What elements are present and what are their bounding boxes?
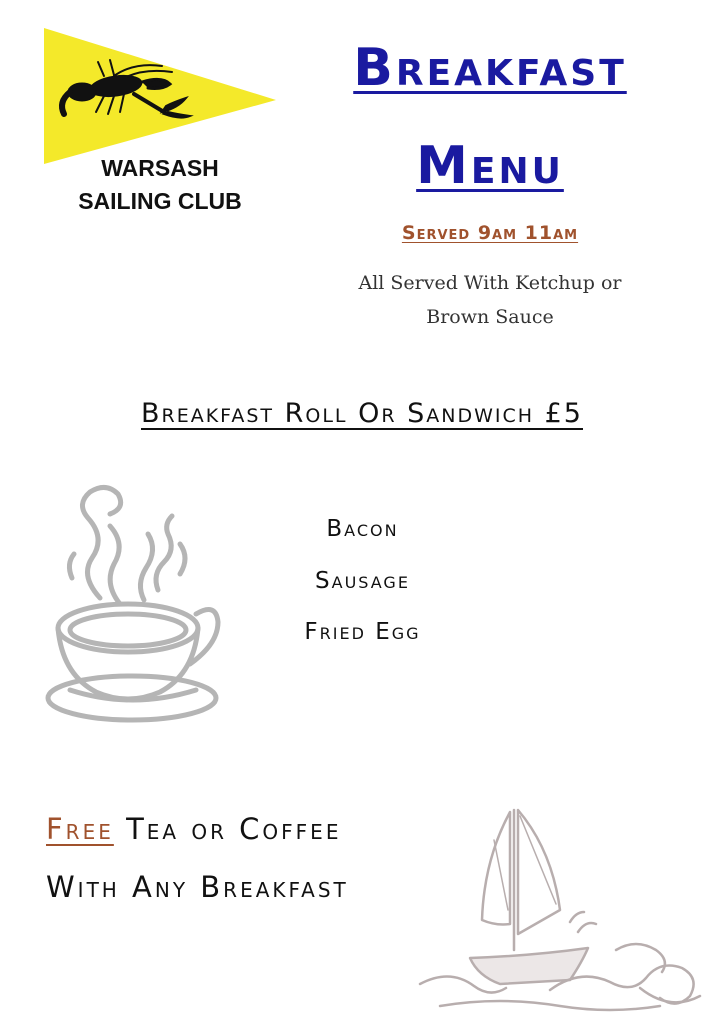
serving-hours: Served 9am 11am [401, 222, 579, 244]
sailboat-icon [410, 800, 710, 1020]
menu-item: Bacon [326, 516, 399, 542]
sauce-note [340, 266, 640, 334]
sauce-note-line1: All Served With Ketchup or [358, 272, 622, 294]
free-offer-line2: With Any Breakfast [46, 870, 349, 904]
section-heading: Breakfast Roll Or Sandwich £5 [141, 398, 583, 429]
club-name [40, 152, 280, 218]
club-name-line2: SAILING CLUB [78, 188, 242, 214]
page-title-line1: Breakfast [353, 38, 627, 98]
page-title-line2: Menu [416, 136, 564, 196]
club-name-line1: WARSASH [101, 155, 219, 181]
free-offer-line1 [46, 812, 341, 846]
free-offer-rest: Tea or Coffee [113, 812, 342, 846]
coffee-cup-icon [40, 478, 230, 738]
free-word: Free [46, 812, 114, 846]
lobster-pennant-icon [44, 28, 280, 166]
sauce-note-line2: Brown Sauce [426, 306, 554, 328]
menu-item: Fried Egg [304, 619, 421, 645]
menu-item: Sausage [315, 568, 410, 594]
